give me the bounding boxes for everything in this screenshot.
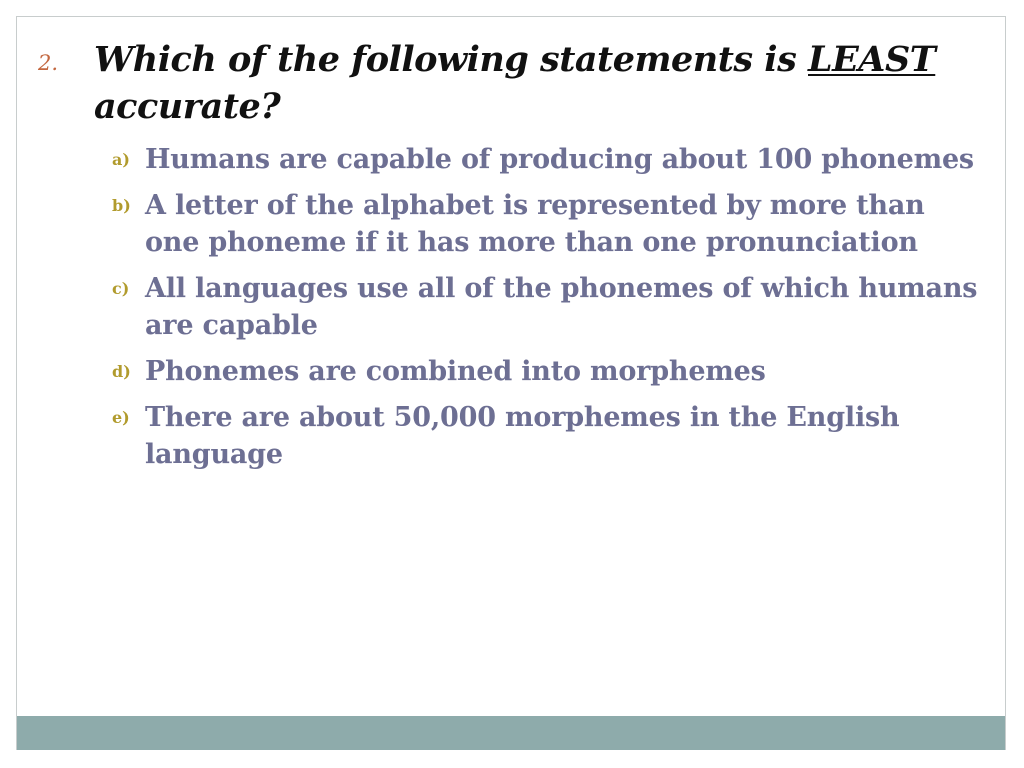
answer-option-b xyxy=(112,187,982,261)
answer-option-e xyxy=(112,399,982,473)
answer-option-a xyxy=(112,141,982,178)
answer-options-list xyxy=(112,141,982,482)
footer-bar xyxy=(17,716,1005,750)
question-text-before: Which of the following statements is xyxy=(94,39,808,80)
option-text: Phonemes are combined into morphemes xyxy=(145,356,766,387)
answer-option-c xyxy=(112,270,982,344)
question-number: 2. xyxy=(38,51,59,75)
option-marker: b) xyxy=(112,196,131,215)
option-marker: a) xyxy=(112,150,130,169)
question-emphasis: LEAST xyxy=(808,39,936,80)
option-marker: e) xyxy=(112,408,130,427)
option-text: There are about 50,000 morphemes in the English language xyxy=(145,402,900,470)
question-text xyxy=(94,36,994,130)
option-text: A letter of the alphabet is represented by more than one phoneme if it has more than one pronunciation xyxy=(145,190,925,258)
option-text: Humans are capable of producing about 100 phonemes xyxy=(145,144,974,175)
option-marker: d) xyxy=(112,362,131,381)
answer-option-d xyxy=(112,353,982,390)
option-marker: c) xyxy=(112,279,130,298)
option-text: All languages use all of the phonemes of which humans are capable xyxy=(145,273,978,341)
question-text-after: accurate? xyxy=(94,86,281,127)
